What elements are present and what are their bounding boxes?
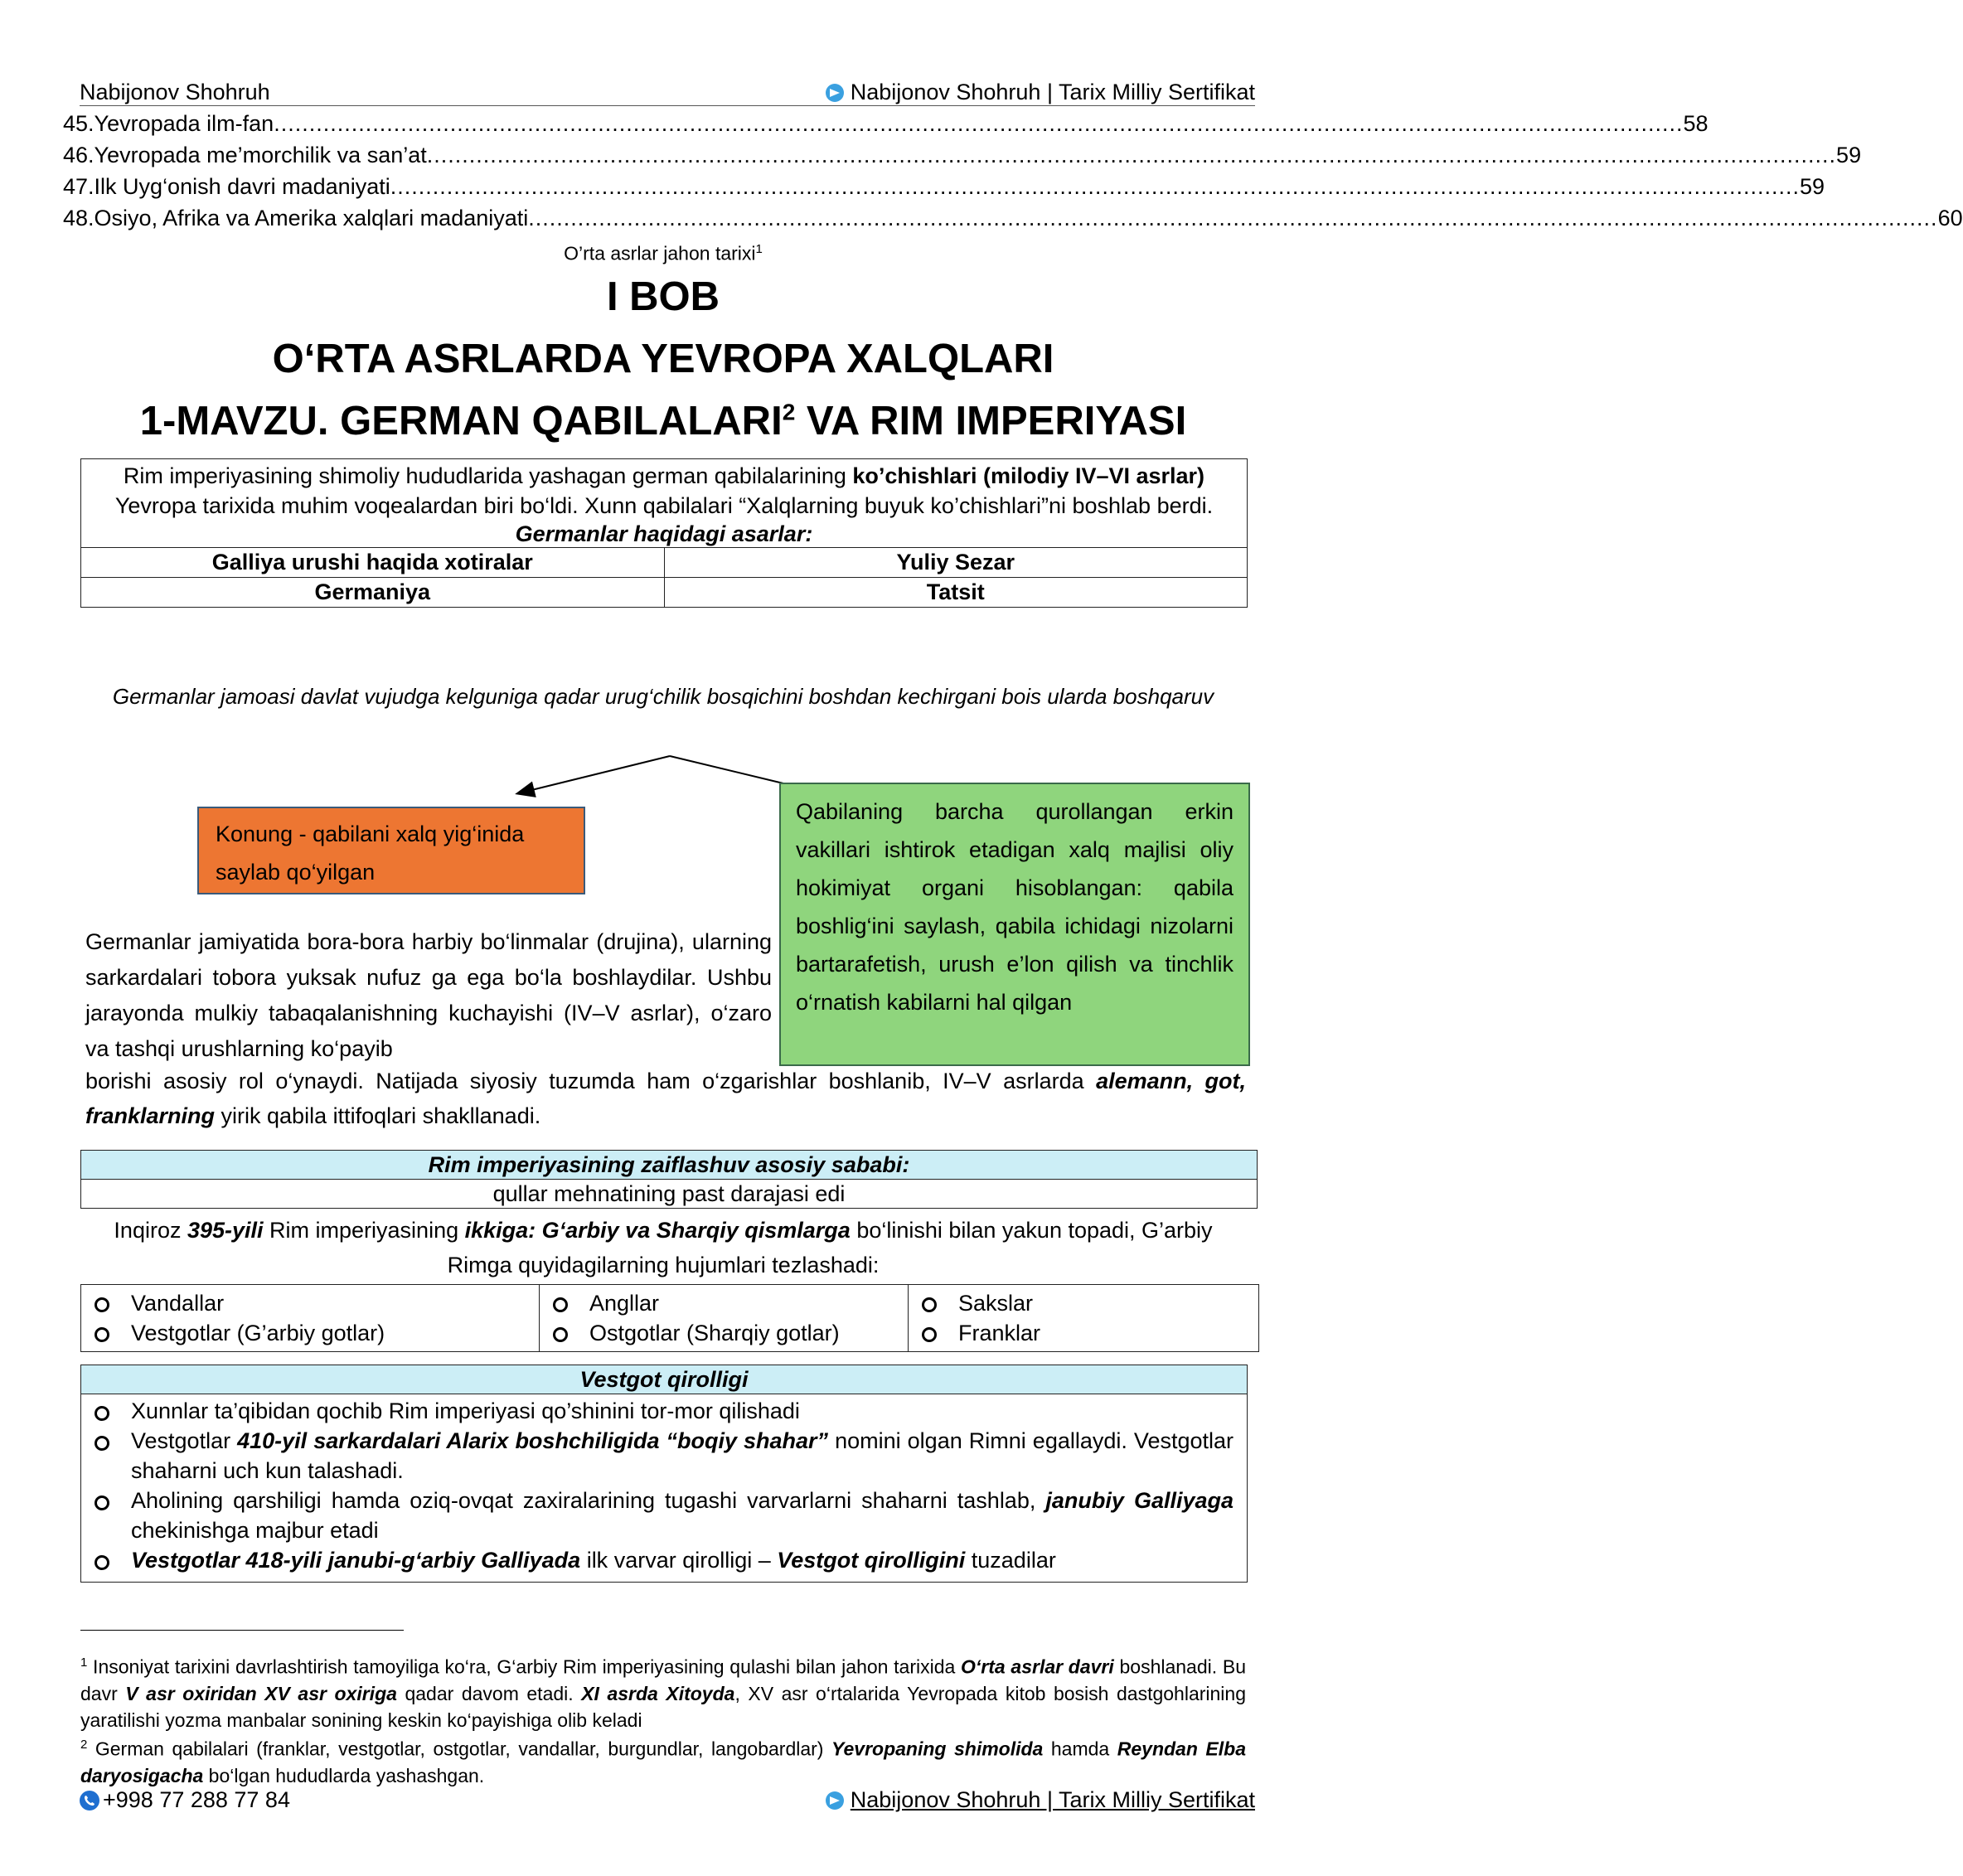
text-emphasis: Yevropaning shimolida [831, 1738, 1044, 1760]
table-row [81, 1180, 1258, 1209]
work-author: Yuliy Sezar [664, 548, 1247, 578]
work-title: Galliya urushi haqida xotiralar [81, 548, 664, 578]
chapter-title: I BOB [606, 274, 720, 319]
text-part: German qabilalari (franklar, vestgotlar, ostgotlar, vandallar, burgundlar, langobardlar) [87, 1738, 832, 1760]
intro-text-a: Rim imperiyasining shimoliy hududlarida yashagan german qabilalarining [123, 463, 853, 488]
arrow-to-konung [518, 756, 670, 793]
text-emphasis: XI asrda Xitoyda [581, 1682, 735, 1704]
text-part: bo‘lgan hududlarda yashashgan. [203, 1764, 485, 1786]
list-item [95, 1318, 526, 1348]
text-part: ilk varvar qirolligi – [580, 1548, 778, 1573]
society-tribes: alemann, got, franklarning [85, 1069, 1247, 1128]
text-emphasis: Vestgot qirolligini [777, 1548, 966, 1573]
visigoth-box [80, 1365, 1248, 1583]
intro-text-bold: ko’chishlari (milodiy IV–VI asrlar) [852, 463, 1205, 488]
phone-icon [80, 1791, 99, 1811]
footer-phone-text: +998 77 288 77 84 [103, 1787, 290, 1812]
table-row [81, 1285, 1259, 1352]
toc-page: 59 [1800, 174, 1825, 199]
toc-title: Ilk Uyg‘onish davri madaniyati [94, 174, 390, 199]
work-author: Tatsit [664, 578, 1247, 608]
header-channel-text: Nabijonov Shohruh | Tarix Milliy Sertifikat [850, 80, 1255, 104]
invader-name: Sakslar [958, 1291, 1034, 1316]
footer-phone[interactable] [80, 1787, 290, 1813]
toc-number: 47. [63, 174, 95, 199]
text-part: Vestgotlar [131, 1428, 238, 1453]
visigoth-item-text: Xunnlar ta’qibidan qochib Rim imperiyasi qo’shinini tor-mor qilishadi [131, 1399, 800, 1423]
invaders-col [540, 1285, 909, 1352]
invader-name: Vestgotlar (G’arbiy gotlar) [131, 1321, 385, 1345]
assembly-box: Qabilaning barcha qurollangan erkin vakillari ishtirok etadigan xalq majlisi oliy hokimiyat organi hisoblangan: qabila boshlig‘ini saylash, qabila ichidagi nizolarni bartarafetish, urush e’lon qilish va tinchlik o‘rnatish kabilarni hal qilgan [779, 783, 1250, 1066]
society-text-c: yirik qabila ittifoqlari shakllanadi. [215, 1103, 541, 1128]
text-emphasis: Reyndan Elba daryosigacha [80, 1738, 1247, 1786]
visigoth-item-text [131, 1486, 1234, 1545]
governance-arrows [0, 0, 1326, 829]
bullet-icon [553, 1327, 568, 1342]
list-item [95, 1486, 1234, 1545]
decline-text-1: Inqiroz [114, 1218, 187, 1243]
list-item [922, 1318, 1245, 1348]
visigoth-list [81, 1394, 1247, 1582]
text-part: qadar davom etadi. [396, 1682, 582, 1704]
footer-channel-text: Nabijonov Shohruh | Tarix Milliy Sertifikat [850, 1787, 1255, 1812]
toc-leader: ........................................................................................................................................................................................................ [426, 143, 1837, 167]
footnote-divider [80, 1630, 404, 1631]
bullet-icon [922, 1297, 937, 1312]
decline-text-3: Rim imperiyasining [263, 1218, 465, 1243]
toc-page: 60 [1937, 206, 1963, 230]
toc-title: Yevropada me’morchilik va san’at [94, 143, 427, 167]
footnote-number: 1 [80, 1655, 88, 1670]
visigoth-heading: Vestgot qirolligi [81, 1365, 1247, 1394]
governance-lead: Germanlar jamoasi davlat vujudga kelguniga qadar urug‘chilik bosqichini boshdan kechirgani bois ularda boshqaruv [112, 684, 1214, 709]
footnote-number: 2 [80, 1738, 88, 1752]
toc-number: 45. [63, 111, 95, 136]
invaders-table [80, 1284, 1259, 1352]
section-title: O‘RTA ASRLARDA YEVROPA XALQLARI [272, 337, 1054, 381]
visigoth-item-text [131, 1545, 1234, 1575]
subtitle-text: O’rta asrlar jahon tarixi [564, 242, 756, 264]
list-item [95, 1545, 1234, 1575]
society-paragraph-left: Germanlar jamiyatida bora-bora harbiy bo‘linmalar (drujina), ularning sarkardalari tobora yuksak nufuz ga ega bo‘la boshlaydilar. Ushbu jarayonda mulkiy tabaqalanishning kuchayishi (IV–V asrlar), o‘zaro va tashqi urushlarning ko‘payib [85, 929, 772, 1061]
text-part: hamda [1043, 1738, 1117, 1760]
konung-box: Konung - qabilani xalq yig‘inida saylab qo‘yilgan [197, 807, 585, 894]
decline-table [80, 1150, 1258, 1209]
list-item [922, 1288, 1245, 1318]
bullet-icon [95, 1406, 109, 1421]
text-part: tuzadilar [965, 1548, 1056, 1573]
toc-page: 59 [1836, 143, 1862, 167]
list-item [553, 1288, 894, 1318]
arrow-to-assembly [670, 756, 783, 783]
text-part: chekinishga majbur etadi [131, 1518, 379, 1543]
invader-name: Franklar [958, 1321, 1041, 1345]
bullet-icon [95, 1555, 109, 1570]
society-paragraph-full [85, 1064, 1246, 1133]
visigoth-item-text [131, 1426, 1234, 1486]
toc-number: 46. [63, 143, 95, 167]
topic-title-end: VA RIM IMPERIYASI [795, 399, 1187, 444]
toc-leader: ........................................................................................................................................................................................................ [528, 206, 1938, 230]
footnote-2 [80, 1732, 1246, 1789]
bullet-icon [553, 1297, 568, 1312]
toc-leader: ........................................................................................................................................................................................................ [390, 174, 1801, 199]
decline-paragraph [83, 1213, 1243, 1282]
toc-page: 58 [1683, 111, 1709, 136]
invaders-col [81, 1285, 540, 1352]
list-item [95, 1426, 1234, 1486]
decline-text-5: bo‘linishi bilan yakun topadi, G’arbiy Rimga quyidagilarning hujumlari tezlashadi: [447, 1218, 1213, 1277]
invader-name: Angllar [589, 1291, 660, 1316]
text-part: , XV asr o‘rtalarida Yevropada kitob bosish dastgohlarining yaratilishi yozma manbalar sonining keskin ko‘payishiga olib keladi [80, 1682, 1246, 1731]
bullet-icon [95, 1297, 109, 1312]
list-item [553, 1318, 894, 1348]
toc-title: Yevropada ilm-fan [94, 111, 274, 136]
invader-name: Ostgotlar (Sharqiy gotlar) [589, 1321, 840, 1345]
footnote-ref-1[interactable]: 1 [755, 242, 763, 256]
toc-number: 48. [63, 206, 95, 230]
toc-title: Osiyo, Afrika va Amerika xalqlari madaniyati [94, 206, 529, 230]
telegram-icon [826, 1791, 844, 1810]
toc-leader: ........................................................................................................................................................................................................ [274, 111, 1684, 136]
table-row [81, 1151, 1258, 1180]
bullet-icon [95, 1495, 109, 1510]
decline-reason: qullar mehnatining past darajasi edi [81, 1180, 1258, 1209]
text-emphasis: O‘rta asrlar davri [961, 1655, 1114, 1678]
footnote-1 [80, 1650, 1246, 1733]
decline-heading: Rim imperiyasining zaiflashuv asosiy sababi: [81, 1151, 1258, 1180]
decline-year: 395-yili [187, 1218, 264, 1243]
intro-text-b: Yevropa tarixida muhim voqealardan biri bo‘ldi. Xunn qabilalari “Xalqlarning buyuk ko’chishlari”ni boshlab berdi. [114, 493, 1214, 518]
footer-channel[interactable] [826, 1787, 1255, 1813]
text-emphasis: V asr oxiridan XV asr oxiriga [125, 1682, 397, 1704]
topic-title-text: 1-MAVZU. GERMAN QABILALARI [139, 399, 783, 444]
bullet-icon [922, 1327, 937, 1342]
text-emphasis: janubiy Galliyaga [1045, 1488, 1234, 1513]
text-part: nomini olgan Rimni egallaydi. Vestgotlar shaharni uch kun talashadi. [131, 1428, 1234, 1483]
work-title: Germaniya [81, 578, 664, 608]
text-part: boshlanadi. Bu davr [80, 1655, 1246, 1704]
bullet-icon [95, 1327, 109, 1342]
header-author: Nabijonov Shohruh [80, 80, 270, 104]
invaders-col [909, 1285, 1259, 1352]
text-part: Insoniyat tarixini davrlashtirish tamoyiliga ko‘ra, G‘arbiy Rim imperiyasining qulashi bilan jahon tarixida [87, 1655, 962, 1678]
footnote-ref-2[interactable]: 2 [782, 399, 796, 425]
text-emphasis: 410-yil sarkardalari Alarix boshchiligida “boqiy shahar” [237, 1428, 829, 1453]
text-part: Aholining qarshiligi hamda oziq-ovqat zaxiralarining tugashi varvarlarni shaharni tashlab, [131, 1488, 1046, 1513]
text-emphasis: Vestgotlar 418-yili janubi-g‘arbiy Galliyada [131, 1548, 581, 1573]
bullet-icon [95, 1436, 109, 1451]
list-item [95, 1396, 1234, 1426]
decline-split: ikkiga: G‘arbiy va Sharqiy qismlarga [464, 1218, 851, 1243]
society-text-a: borishi asosiy rol o‘ynaydi. Natijada siyosiy tuzumda ham o‘zgarishlar boshlanib, IV–V asrlarda [85, 1069, 1097, 1093]
list-item [95, 1288, 526, 1318]
invader-name: Vandallar [131, 1291, 225, 1316]
works-heading: Germanlar haqidagi asarlar: [515, 521, 813, 546]
